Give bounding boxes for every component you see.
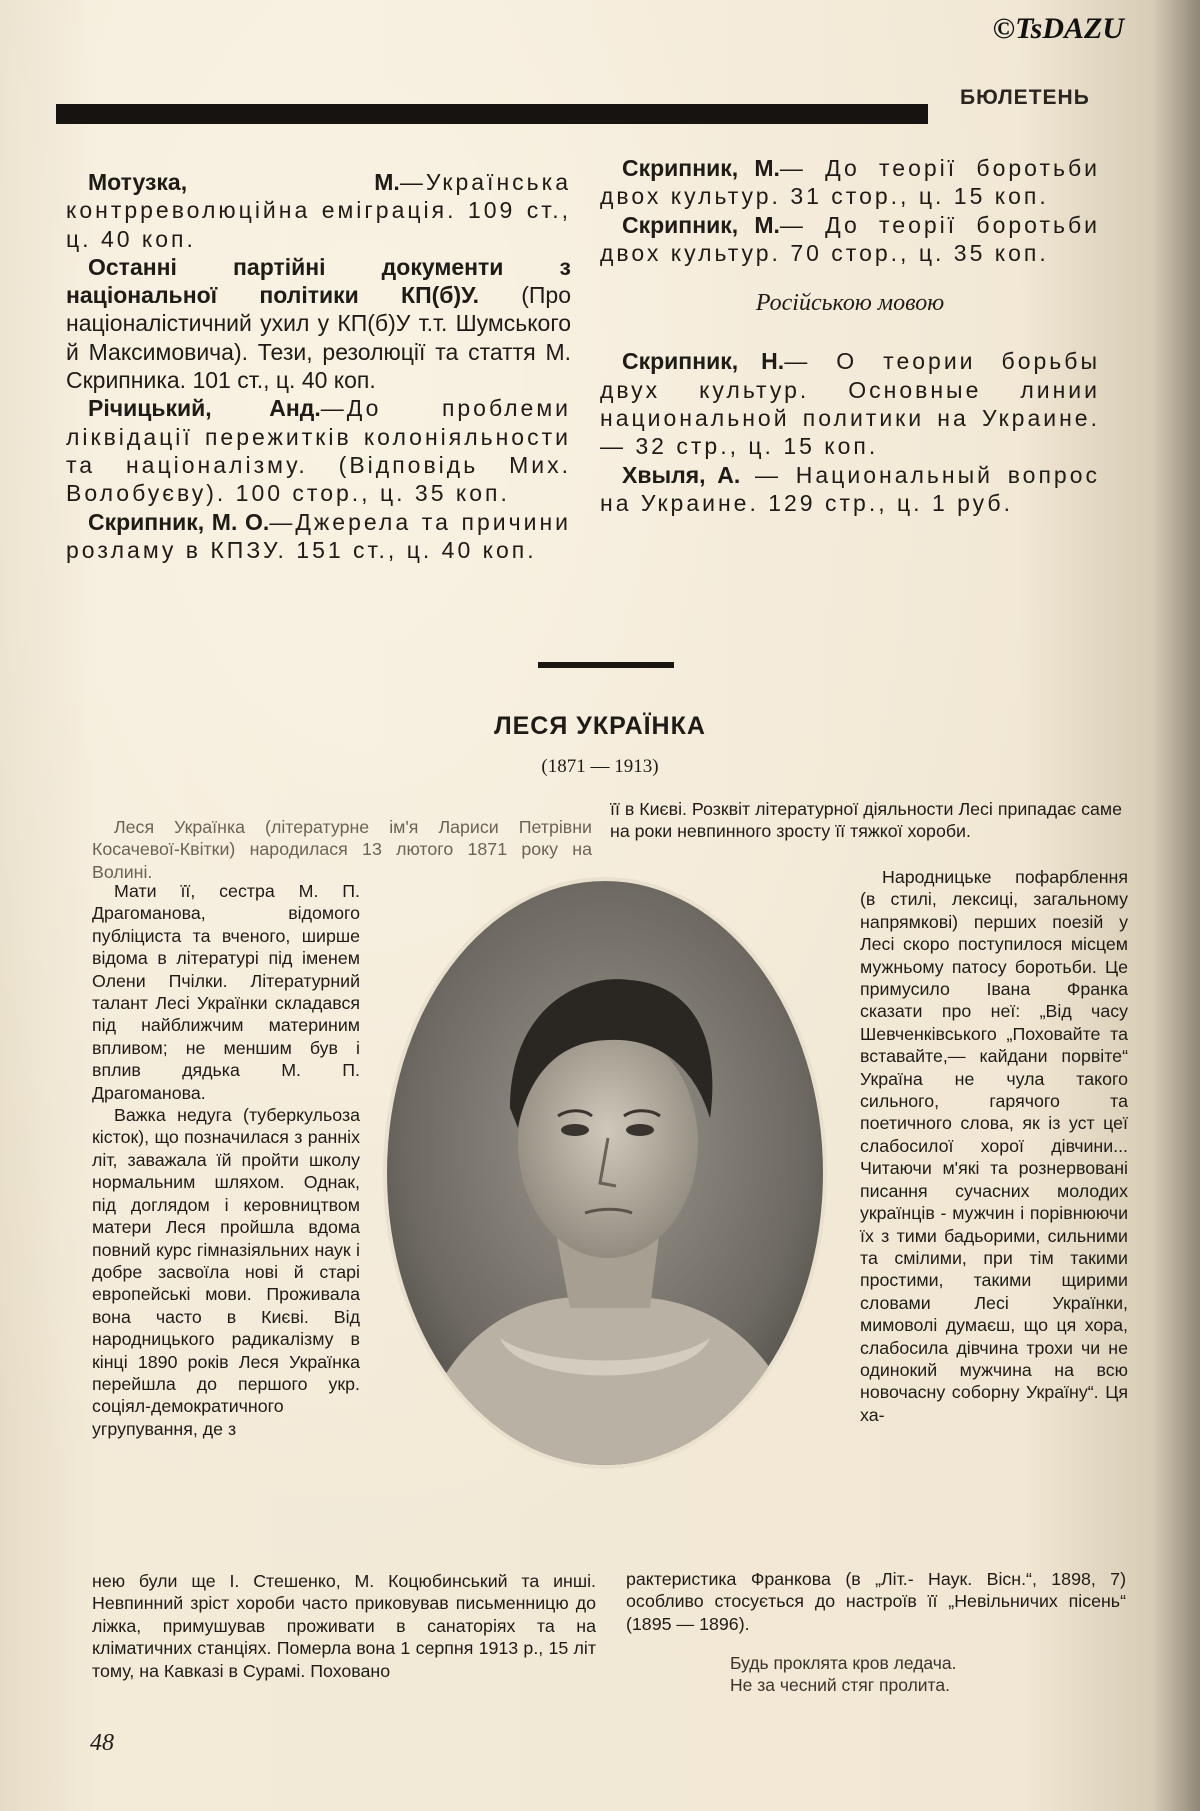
bibliography-entry: Скрипник, М. О.—Джерела та причини розламу в КПЗУ. 151 ст., ц. 40 коп.: [66, 508, 572, 563]
article-intro-paragraph: Леся Українка (літературне ім'я Лариси Петрівни Косачевої-Квітки) народилася 13 лютого 1871 року на Волині.: [92, 817, 592, 882]
bibliography-entry: Хвыля, А. — Национальный вопрос на Украине. 129 стр., ц. 1 руб.: [600, 461, 1101, 516]
section-heading-russian: Російською мовою: [755, 290, 945, 317]
header-label: БЮЛЕТЕНЬ: [960, 86, 1090, 109]
bibliography-entry: Скрипник, М.— До теорії боротьби двох культур. 31 стор., ц. 15 коп.: [600, 155, 1100, 210]
article-paragraph: її в Києві. Розквіт літературної діяльности Лесі припадає саме на роки невпинного зросту її тяжкої хороби.: [610, 799, 1122, 842]
bibliography-entry: Скрипник, Н.— О теории борьбы двух культур. Основные линии национальной политики на Украине.— 32 стр., ц. 15 коп.: [600, 348, 1100, 460]
bibliography-right-column: [600, 154, 1100, 517]
bibliography-entry: Останні партійні документи з національної політики КП(б)У. (Про націоналістичний ухил у КП(б)У т.т. Шумського й Максимовича). Тези, резолюції та стаття М. Скрипника. 101 ст., ц. 40 коп.: [66, 253, 571, 394]
bibliography-entry: Мотузка, М.—Українська контрреволюційна еміграція. 109 ст., ц. 40 коп.: [66, 169, 571, 252]
epigraph: [730, 1652, 1090, 1696]
bibliography-left-column: [66, 168, 571, 564]
article-paragraph: Народницьке пофарблення (в стилі, лексиці, загальному напрямкові) перших поезій у Лесі скоро поступилося місцем мужньому патосу боротьби. Це примусило Івана Франка сказати про неї: „Від часу Шевченківського „Поховайте та вставайте,— кайдани порвіте“ Україна не чула такого сильного, гарячого та поетичного слова, як із уст цеї слабосилої хорої дівчини... Читаючи м'які та рознервовані писання сучасних молодих українців - мужчин і порівнюючи їх з тими бадьорими, сильними та смілими, при тім такими простими, такими щирими словами Лесі Українки, мимоволі думаєш, що ця хора, слабосила дівчина трохи чи не одинокий мужчина на всю новочасну соборну Україну“. Ця ха-: [860, 867, 1128, 1425]
bibliography-entry: Скрипник, М.— До теорії боротьби двох культур. 70 стор., ц. 35 коп.: [600, 211, 1100, 266]
article-paragraph: Важка недуга (туберкульоза кісток), що позначилася з ранніх літ, заважала їй пройти школу нормальним шляхом. Однак, під доглядом і керовництвом матери Леся пройшла вдома повний курс гімназіяльних наук і добре засвоїла нові й старі европейські мови. Проживала вона часто в Києві. Від народницького радикалізму в кінці 1890 років Леся Українка перейшла до першого укр. соціял-демократичного угрупування, де з: [92, 1105, 360, 1439]
article-right-bottom: [626, 1568, 1126, 1635]
article-paragraph: рактеристика Франкова (в „Літ.- Наук. Вісн.“, 1898, 7) особливо стосується до настроїв її „Невільничих пісень“ (1895 — 1896).: [626, 1569, 1126, 1634]
article-right-column: [860, 866, 1128, 1426]
article-left-bottom: [92, 1570, 596, 1682]
article-left-column: [92, 880, 360, 1440]
section-divider: [538, 662, 674, 668]
epigraph-line: Будь проклята кров ледача.: [730, 1653, 957, 1673]
archive-watermark: ©TsDAZU: [992, 12, 1124, 45]
article-years: (1871 — 1913): [541, 756, 659, 777]
header-rule: [56, 104, 928, 124]
article-paragraph: нею були ще І. Стешенко, М. Коцюбинський та инші. Невпинний зріст хороби часто приковував письменницю до ліжка, примушував проживати в санаторіях та на кліматичних станціях. Померла вона 1 серпня 1913 р., 15 літ тому, на Кавказі в Сурамі. Поховано: [92, 1571, 596, 1681]
epigraph-line: Не за чесний стяг пролита.: [730, 1675, 950, 1695]
bibliography-entry: Річицький, Анд.—До проблеми ліквідації пережитків колоніяльности та націоналізму. (Відповідь Мих. Волобуєву). 100 стор., ц. 35 коп.: [66, 395, 571, 507]
page-number: 48: [90, 1730, 114, 1756]
portrait-photo: [370, 868, 840, 1478]
article-title: ЛЕСЯ УКРАЇНКА: [494, 712, 706, 740]
article-right-top: [610, 798, 1122, 843]
article-paragraph: Мати її, сестра М. П. Драгоманова, відомого публіциста та вченого, ширше відома в літературі під іменем Олени Пчілки. Літературний талант Лесі Українки складався під найближчим материним впливом; не меншим був і вплив дядька М. П. Драгоманова.: [92, 881, 360, 1103]
